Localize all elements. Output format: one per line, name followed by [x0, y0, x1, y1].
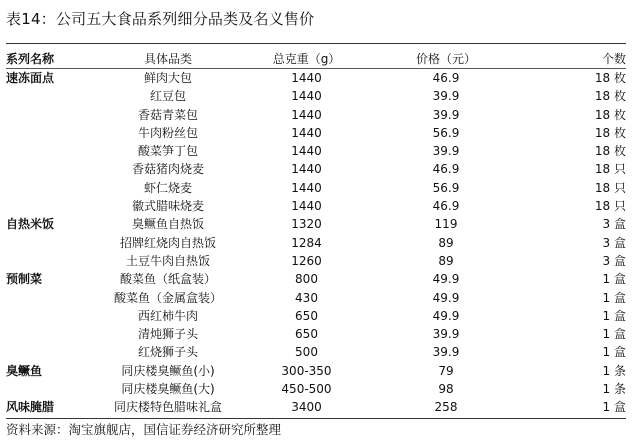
- header-count: 个数: [601, 51, 626, 66]
- table-row: [6, 289, 634, 307]
- cell-weight: 1320: [291, 217, 322, 232]
- table-row: [6, 380, 634, 398]
- cell-weight: 1440: [291, 71, 322, 85]
- cell-series: [6, 197, 96, 215]
- table-row: [6, 307, 634, 325]
- cell-item: 香菇青菜包: [137, 107, 198, 122]
- source-note: 资料来源：淘宝旗舰店，国信证券经济研究所整理: [6, 422, 282, 437]
- cell-price: 49.9: [432, 308, 460, 323]
- table-row: [6, 142, 634, 160]
- cell-item: 同庆楼臭鳜鱼(大): [121, 382, 215, 397]
- table-row: [6, 87, 634, 105]
- price-table: [6, 48, 634, 417]
- cell-count: 18 枚: [594, 89, 626, 104]
- cell-price: 89: [438, 235, 454, 250]
- cell-price: 79: [438, 363, 454, 378]
- table-body: [6, 69, 634, 417]
- cell-series: [6, 307, 96, 325]
- table-row: [6, 215, 634, 233]
- cell-weight: 650: [295, 327, 318, 342]
- cell-price: 49.9: [432, 290, 460, 305]
- cell-weight: 300-350: [281, 363, 332, 378]
- cell-price: 98: [438, 382, 454, 397]
- cell-series: [6, 106, 96, 124]
- cell-item: 徽式腊味烧麦: [131, 199, 204, 214]
- cell-weight: 1284: [291, 235, 322, 250]
- cell-series: [6, 142, 96, 160]
- cell-item: 同庆楼臭鳜鱼(小): [121, 363, 215, 378]
- cell-price: 39.9: [432, 144, 460, 159]
- cell-weight: 800: [295, 272, 318, 287]
- table-row: [6, 362, 634, 380]
- cell-price: 89: [438, 253, 454, 268]
- cell-count: 1 条: [602, 382, 626, 397]
- table-row: [6, 179, 634, 197]
- cell-price: 46.9: [432, 162, 460, 177]
- cell-price: 46.9: [432, 199, 460, 214]
- cell-item: 清炖狮子头: [137, 327, 198, 342]
- cell-series: [6, 343, 96, 361]
- cell-item: 酸菜笋丁包: [137, 144, 198, 159]
- cell-count: 18 枚: [594, 125, 626, 140]
- cell-price: 39.9: [432, 89, 460, 104]
- cell-item: 酸菜鱼（金属盒装）: [113, 290, 222, 305]
- cell-series: 自热米饭: [6, 217, 55, 232]
- cell-weight: 430: [295, 290, 318, 305]
- cell-item: 香菇猪肉烧麦: [131, 162, 204, 177]
- cell-weight: 1440: [291, 107, 322, 122]
- cell-weight: 450-500: [281, 382, 332, 397]
- table-row: [6, 69, 634, 87]
- cell-count: 18 只: [594, 199, 626, 214]
- cell-count: 18 枚: [594, 71, 626, 85]
- cell-item: 土豆牛肉自热饭: [125, 253, 210, 268]
- cell-count: 1 盒: [602, 290, 626, 305]
- header-item: 具体品类: [143, 51, 192, 66]
- cell-series: [6, 325, 96, 343]
- cell-price: 39.9: [432, 327, 460, 342]
- cell-count: 1 盒: [602, 308, 626, 323]
- cell-count: 1 盒: [602, 327, 626, 342]
- cell-item: 西红柿牛肉: [137, 308, 198, 323]
- cell-item: 虾仁烧麦: [143, 180, 192, 195]
- cell-weight: 1440: [291, 89, 322, 104]
- table-row: [6, 398, 634, 416]
- cell-count: 1 盒: [602, 345, 626, 360]
- cell-weight: 1440: [291, 125, 322, 140]
- cell-price: 46.9: [432, 71, 460, 85]
- cell-weight: 1440: [291, 180, 322, 195]
- cell-count: 18 只: [594, 180, 626, 195]
- cell-item: 招牌红烧肉自热饭: [119, 235, 216, 250]
- cell-series: 速冻面点: [6, 71, 55, 85]
- cell-count: 1 盒: [602, 400, 626, 415]
- cell-item: 红豆包: [149, 89, 186, 104]
- cell-weight: 1440: [291, 162, 322, 177]
- cell-series: [6, 289, 96, 307]
- cell-item: 同庆楼特色腊味礼盒: [113, 400, 222, 415]
- cell-item: 鲜肉大包: [143, 71, 192, 85]
- cell-price: 39.9: [432, 107, 460, 122]
- cell-weight: 500: [295, 345, 318, 360]
- cell-price: 258: [434, 400, 458, 415]
- cell-series: 臭鳜鱼: [6, 363, 43, 378]
- cell-count: 3 盒: [602, 253, 626, 268]
- cell-price: 39.9: [432, 345, 460, 360]
- cell-series: 预制菜: [6, 272, 43, 287]
- cell-count: 3 盒: [602, 217, 626, 232]
- table-row: [6, 234, 634, 252]
- cell-series: 风味腌腊: [6, 400, 55, 415]
- table-row: [6, 124, 634, 142]
- header-price: 价格（元）: [415, 51, 476, 66]
- cell-price: 56.9: [432, 180, 460, 195]
- cell-series: [6, 179, 96, 197]
- table-row: [6, 270, 634, 288]
- top-rule: [6, 43, 626, 44]
- table-row: [6, 106, 634, 124]
- cell-count: 1 盒: [602, 272, 626, 287]
- cell-price: 49.9: [432, 272, 460, 287]
- table-row: [6, 343, 634, 361]
- cell-price: 119: [434, 217, 458, 232]
- cell-price: 56.9: [432, 125, 460, 140]
- cell-series: [6, 160, 96, 178]
- header-row: [6, 48, 634, 68]
- header-series: 系列名称: [6, 51, 55, 66]
- cell-count: 18 枚: [594, 107, 626, 122]
- table-row: [6, 325, 634, 343]
- cell-series: [6, 124, 96, 142]
- cell-item: 牛肉粉丝包: [137, 125, 198, 140]
- cell-series: [6, 380, 96, 398]
- cell-weight: 1440: [291, 144, 322, 159]
- cell-weight: 650: [295, 308, 318, 323]
- cell-series: [6, 234, 96, 252]
- table-title: 表14：公司五大食品系列细分品类及名义售价: [6, 10, 315, 28]
- cell-series: [6, 87, 96, 105]
- table-row: [6, 197, 634, 215]
- cell-count: 18 只: [594, 162, 626, 177]
- cell-item: 酸菜鱼（纸盒装）: [119, 272, 216, 287]
- table-row: [6, 252, 634, 270]
- cell-count: 1 条: [602, 363, 626, 378]
- cell-weight: 1260: [291, 253, 322, 268]
- header-weight: 总克重（g）: [272, 51, 341, 66]
- bottom-rule: [6, 418, 626, 419]
- cell-item: 臭鳜鱼自热饭: [131, 217, 204, 232]
- cell-weight: 1440: [291, 199, 322, 214]
- cell-count: 3 盒: [602, 235, 626, 250]
- cell-item: 红烧狮子头: [137, 345, 198, 360]
- cell-count: 18 枚: [594, 144, 626, 159]
- cell-series: [6, 252, 96, 270]
- cell-weight: 3400: [291, 400, 322, 415]
- table-row: [6, 160, 634, 178]
